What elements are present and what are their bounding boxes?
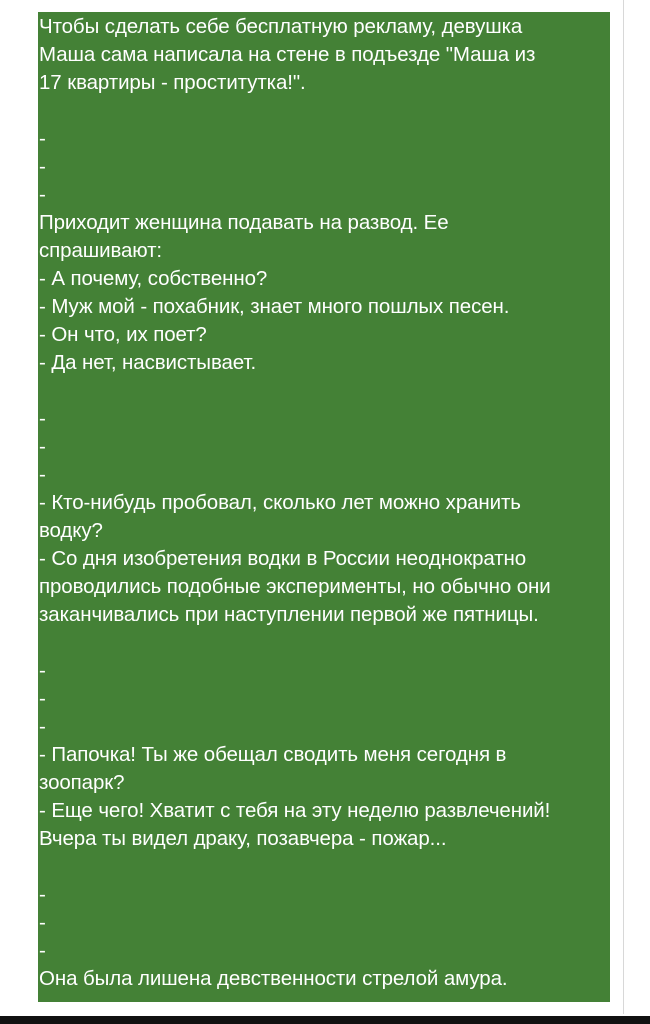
text-line: -: [39, 687, 46, 710]
text-line: -: [39, 407, 46, 430]
text-line: Приходит женщина подавать на развод. Ее: [39, 211, 449, 234]
text-line: заканчивались при наступлении первой же пятницы.: [39, 603, 539, 626]
text-line: Вчера ты видел драку, позавчера - пожар...: [39, 827, 447, 850]
text-line: 17 квартиры - проститутка!".: [39, 71, 306, 94]
text-line: - Папочка! Ты же обещал сводить меня сегодня в: [39, 743, 507, 766]
text-line: Она была лишена девственности стрелой амура.: [39, 967, 508, 990]
text-line: -: [39, 127, 46, 150]
text-line: -: [39, 911, 46, 934]
text-line: [39, 853, 610, 881]
text-line: -: [39, 715, 46, 738]
text-line: зоопарк?: [39, 771, 125, 794]
text-line: - Да нет, насвистывает.: [39, 351, 257, 374]
bottom-bar: [0, 1016, 650, 1024]
text-line: -: [39, 435, 46, 458]
text-line: проводились подобные эксперименты, но обычно они: [39, 575, 551, 598]
text-line: [39, 629, 610, 657]
text-line: - Муж мой - похабник, знает много пошлых песен.: [39, 295, 510, 318]
text-line: - Со дня изобретения водки в России неоднократно: [39, 547, 527, 570]
text-line: -: [39, 183, 46, 206]
text-line: -: [39, 463, 46, 486]
text-line: - А почему, собственно?: [39, 267, 268, 290]
text-line: [39, 97, 610, 125]
text-line: -: [39, 939, 46, 962]
divider: [623, 0, 624, 1014]
text-line: - Он что, их поет?: [39, 323, 207, 346]
text-line: Маша сама написала на стене в подъезде "Маша из: [39, 43, 536, 66]
text-line: спрашивают:: [39, 239, 163, 262]
joke-text: [38, 12, 610, 993]
text-line: - Кто-нибудь пробовал, сколько лет можно хранить: [39, 491, 521, 514]
text-line: - Еще чего! Хватит с тебя на эту неделю развлечений!: [39, 799, 551, 822]
text-line: -: [39, 883, 46, 906]
text-line: -: [39, 155, 46, 178]
text-line: Чтобы сделать себе бесплатную рекламу, девушка: [39, 15, 523, 38]
text-line: водку?: [39, 519, 103, 542]
text-line: -: [39, 659, 46, 682]
joke-text-block: [38, 12, 610, 1002]
text-line: [39, 377, 610, 405]
